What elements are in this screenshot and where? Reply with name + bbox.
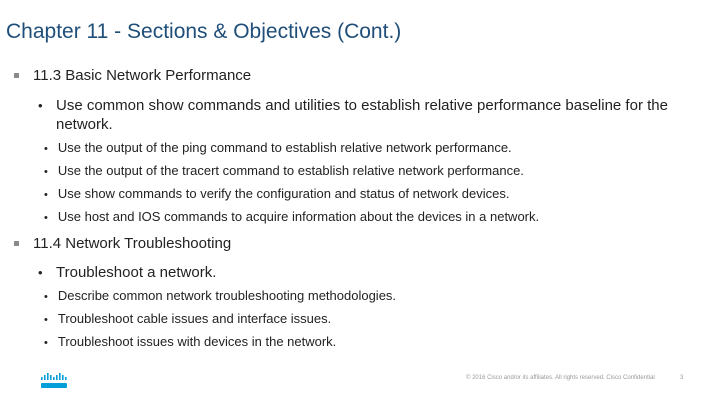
footer-copyright: © 2016 Cisco and/or its affiliates. All rights reserved. Cisco Confidential bbox=[466, 375, 655, 381]
section-heading bbox=[14, 67, 251, 84]
list-item bbox=[44, 334, 336, 349]
section-heading-text: 11.4 Network Troubleshooting bbox=[33, 235, 232, 252]
bullet-icon: • bbox=[44, 212, 48, 224]
list-item-text: Describe common network troubleshooting methodologies. bbox=[57, 288, 397, 303]
objective bbox=[38, 96, 688, 134]
list-item bbox=[44, 163, 524, 178]
list-item bbox=[44, 288, 396, 303]
square-bullet-icon bbox=[14, 241, 19, 246]
list-item-text: Use the output of the ping command to establish relative network performance. bbox=[57, 140, 512, 155]
list-item bbox=[44, 311, 331, 326]
page-number: 3 bbox=[680, 375, 684, 381]
list-item-text: Use the output of the tracert command to establish relative network performance. bbox=[57, 163, 524, 178]
objective bbox=[38, 263, 688, 282]
cisco-logo-icon bbox=[40, 373, 68, 389]
bullet-icon: • bbox=[38, 265, 43, 280]
bullet-icon: • bbox=[44, 337, 48, 349]
list-item-text: Use host and IOS commands to acquire information about the devices in a network. bbox=[57, 209, 540, 224]
list-item-text: Troubleshoot issues with devices in the network. bbox=[57, 334, 337, 349]
objective-text: Troubleshoot a network. bbox=[56, 264, 217, 281]
bullet-icon: • bbox=[44, 314, 48, 326]
slide-title: Chapter 11 - Sections & Objectives (Cont.) bbox=[6, 20, 402, 43]
bullet-icon: • bbox=[44, 166, 48, 178]
list-item bbox=[44, 209, 539, 224]
section-heading-text: 11.3 Basic Network Performance bbox=[33, 67, 252, 84]
section-heading bbox=[14, 235, 231, 252]
list-item-text: Use show commands to verify the configuration and status of network devices. bbox=[57, 186, 510, 201]
bullet-icon: • bbox=[44, 189, 48, 201]
square-bullet-icon bbox=[14, 73, 19, 78]
bullet-icon: • bbox=[38, 98, 43, 113]
bullet-icon: • bbox=[44, 291, 48, 303]
list-item bbox=[44, 186, 509, 201]
list-item bbox=[44, 140, 512, 155]
objective-text: Use common show commands and utilities to establish relative performance baseline for the network. bbox=[56, 97, 668, 133]
bullet-icon: • bbox=[44, 143, 48, 155]
list-item-text: Troubleshoot cable issues and interface issues. bbox=[57, 311, 332, 326]
